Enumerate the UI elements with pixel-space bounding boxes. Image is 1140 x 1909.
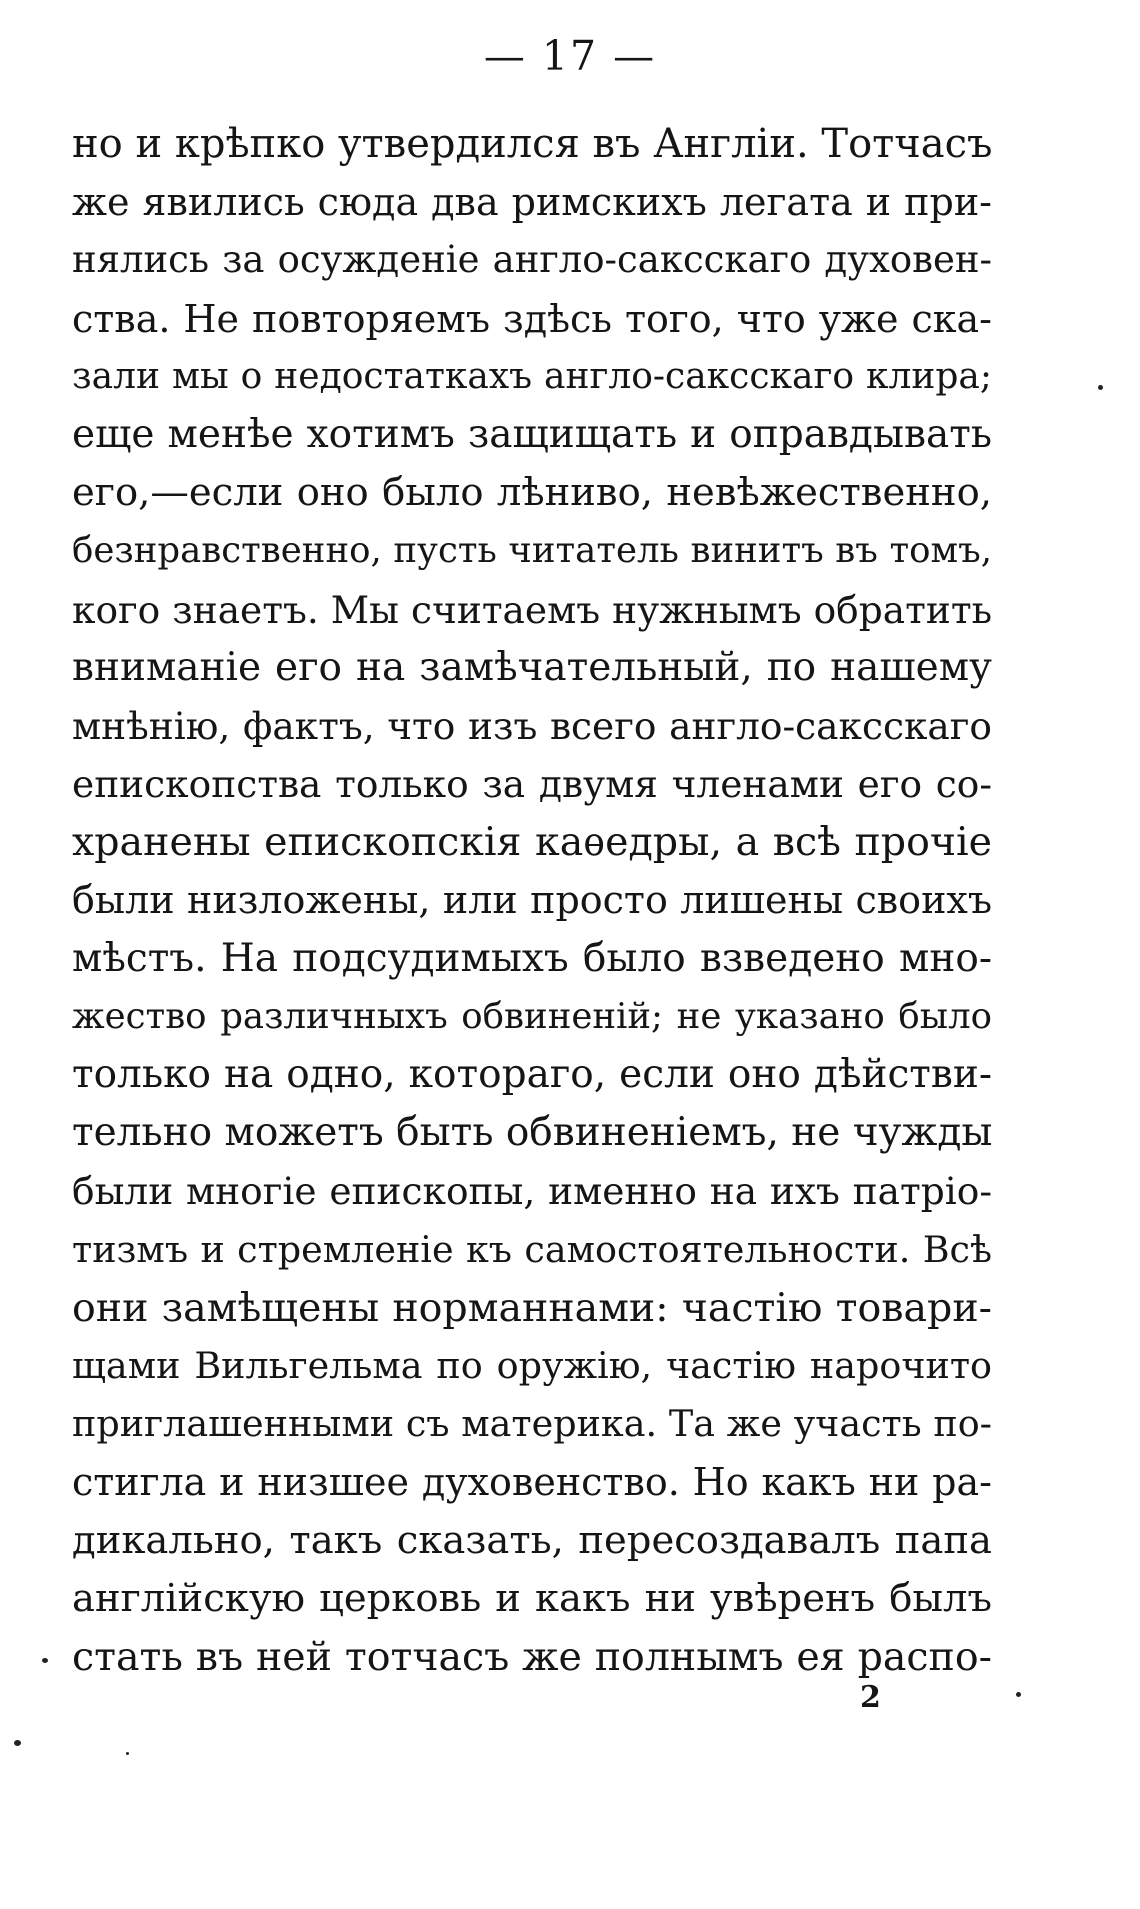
text-line: англійскую церковь и какъ ни увѣренъ былъ [72,1575,992,1621]
text-line: вниманіе его на замѣчательный, по нашему [72,644,992,690]
scan-speck [42,1658,48,1663]
text-line: приглашенными съ материка. Та же участь по- [72,1402,992,1446]
text-line: мнѣнію, фактъ, что изъ всего англо-саксскаго [72,703,992,748]
scan-speck [14,1740,21,1746]
text-line: ства. Не повторяемъ здѣсь того, что уже ска- [72,296,992,341]
text-line: еще менѣе хотимъ защищать и оправдывать [72,411,992,457]
text-line: они замѣщены норманнами: частію товари- [72,1284,992,1331]
text-line: безнравственно, пусть читатель винитъ въ томъ, [72,530,992,572]
scan-speck [126,1752,129,1755]
text-line: щами Вильгельма по оружію, частію нарочито [72,1343,992,1387]
scan-speck [1098,385,1103,390]
text-line: дикально, такъ сказать, пересоздавалъ папа [72,1517,992,1563]
text-line: но и крѣпко утвердился въ Англіи. Тотчасъ [72,121,993,167]
text-line: зали мы о недостаткахъ англо-саксскаго клира; [72,355,992,397]
text-line: тельно можетъ быть обвиненіемъ, не чужды [72,1110,993,1156]
text-line: тизмъ и стремленіе къ самостоятельности. Всѣ [72,1227,992,1271]
text-line: жество различныхъ обвиненій; не указано было [72,995,992,1037]
text-line: кого знаетъ. Мы считаемъ нужнымъ обратить [72,587,992,632]
text-line: нялись за осужденіе англо-саксскаго духовен- [72,238,992,282]
text-line: епископства только за двумя членами его со- [72,762,992,807]
signature-mark: 2 [860,1680,881,1715]
page-number-header: — 17 — [483,32,657,80]
text-line: же явились сюда два римскихъ легата и при- [72,180,992,225]
text-line: его,—если оно было лѣниво, невѣжественно, [72,470,992,516]
text-line: стигла и низшее духовенство. Но какъ ни ра- [72,1460,992,1505]
text-line: были многіе епископы, именно на ихъ патріо- [72,1169,992,1214]
text-line: мѣстъ. На подсудимыхъ было взведено мно- [72,935,992,981]
scan-speck [1016,1692,1021,1697]
body-text [72,115,992,1686]
text-line: хранены епископскія каѳедры, а всѣ прочіе [72,819,992,866]
text-line: были низложены, или просто лишены своихъ [72,878,992,923]
text-line: только на одно, котораго, если оно дѣйстви- [72,1052,992,1097]
text-line: стать въ ней тотчасъ же полнымъ ея распо- [72,1633,992,1680]
